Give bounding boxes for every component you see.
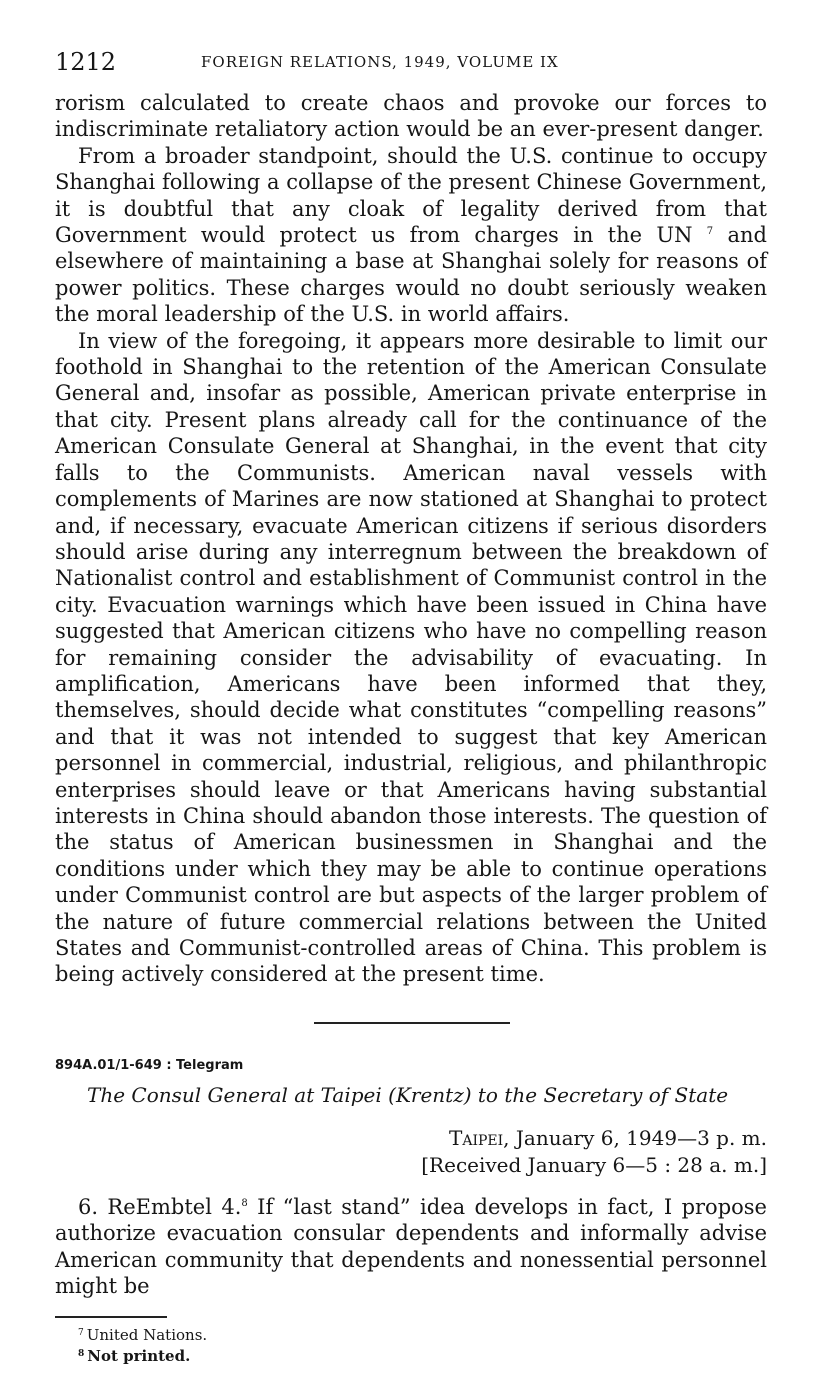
page-number: 1212 xyxy=(55,48,117,76)
paragraph-continued: rorism calculated to create chaos and provoke our forces to indiscriminate retaliatory action would be an ever-present danger. xyxy=(55,91,767,142)
footnote-text: Not printed. xyxy=(87,1347,191,1366)
section-divider xyxy=(314,1022,510,1024)
dateline-sent xyxy=(55,1125,767,1152)
page-header xyxy=(55,40,767,80)
footnote-text: United Nations. xyxy=(86,1326,208,1345)
paragraph-foothold: In view of the foregoing, it appears more desirable to limit our foothold in Shanghai to the retention of the American Consulate General and, insofar as possible, American private enterprise in that city. Present plans already call for the continuance of the American Consulate General at Shanghai, in the event that city falls to the Communists. American naval vessels with complements of Marines are now stationed at Shanghai to protect and, if necessary, evacuate American citizens if serious disorders should arise during any interregnum between the breakdown of Nationalist control and establishment of Communist control in the city. Evacuation warnings which have been issued in China have suggested that American citizens who have no compelling reason for remaining consider the advisability of evacuating. In amplification, Americans have been informed that they, themselves, should decide what constitutes “compelling reasons” and that it was not intended to suggest that key American personnel in commercial, industrial, religious, and philanthropic enterprises should leave or that Americans having substantial interests in China should abandon those interests. The question of the status of American businessmen in Shanghai and the conditions under which they may be able to continue operations under Communist control are but aspects of the larger problem of the nature of future commercial relations between the United States and Communist-controlled areas of China. This problem is being actively considered at the present time. xyxy=(55,328,767,987)
paragraph-broader-standpoint xyxy=(55,143,767,328)
telegram-text: If “last stand” idea develops in fact, I propose authorize evacuation consular dependents and informally advise American community that dependents and nonessential personnel might be xyxy=(55,1194,767,1299)
title-name: Krentz xyxy=(395,1082,464,1107)
document-page xyxy=(55,40,767,1366)
dateline-city: Taipei, xyxy=(449,1125,510,1150)
footnote-number: 7 xyxy=(78,1328,84,1339)
footnote xyxy=(78,1324,767,1345)
footnotes xyxy=(55,1324,767,1366)
title-prefix: The Consul General at Taipei ( xyxy=(87,1082,396,1107)
title-suffix: ) to the Secretary of State xyxy=(463,1082,729,1107)
telegram-text: 6. ReEmbtel 4. xyxy=(78,1194,242,1219)
file-reference: 894A.01/1-649 : Telegram xyxy=(55,1057,244,1073)
dateline-date: January 6, 1949—3 p. m. xyxy=(509,1125,767,1150)
document-title xyxy=(55,1083,767,1107)
footnote-ref: 8 xyxy=(241,1197,248,1209)
dateline-received: [Received January 6—5 : 28 a. m.] xyxy=(421,1152,767,1177)
footnote xyxy=(78,1345,767,1366)
dateline xyxy=(55,1125,767,1179)
footnote-ref: 7 xyxy=(706,226,714,238)
footnote-divider xyxy=(55,1316,167,1318)
footnote-number: 8 xyxy=(78,1349,85,1360)
paragraph-text: and elsewhere of maintaining a base at Shanghai solely for reasons of power politics. These charges would no doubt seriously weaken the moral leadership of the U.S. in world affairs. xyxy=(55,223,767,327)
telegram-body xyxy=(55,1194,767,1300)
running-head: FOREIGN RELATIONS, 1949, VOLUME IX xyxy=(201,53,559,71)
paragraph-text: From a broader standpoint, should the U.S. continue to occupy Shanghai following a collapse of the present Chinese Government, it is doubtful that any cloak of legality derived from that Government would protect us from charges in the UN xyxy=(55,143,767,248)
